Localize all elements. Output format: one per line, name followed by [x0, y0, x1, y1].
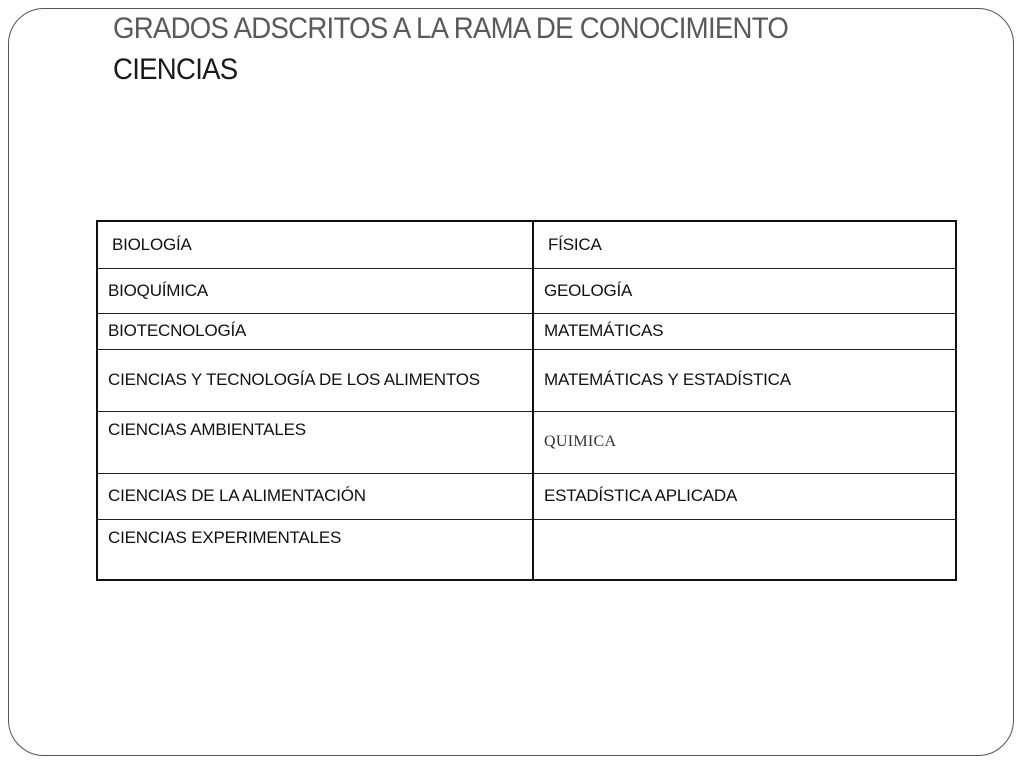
table-row: [97, 411, 956, 473]
degrees-table: [96, 220, 957, 581]
table-cell: CIENCIAS DE LA ALIMENTACIÓN: [97, 473, 533, 519]
table-cell: BIOLOGÍA: [97, 221, 533, 268]
table-cell: BIOTECNOLOGÍA: [97, 313, 533, 349]
slide-title-line1: GRADOS ADSCRITOS A LA RAMA DE CONOCIMIENTO: [113, 12, 789, 45]
table-row: [97, 473, 956, 519]
table-cell: CIENCIAS Y TECNOLOGÍA DE LOS ALIMENTOS: [97, 349, 533, 411]
table-cell: MATEMÁTICAS: [533, 313, 956, 349]
table-row: [97, 519, 956, 580]
table-row: [97, 313, 956, 349]
table-cell: FÍSICA: [533, 221, 956, 268]
table-row: [97, 268, 956, 313]
table-row: [97, 221, 956, 268]
table-row: [97, 349, 956, 411]
table-cell: MATEMÁTICAS Y ESTADÍSTICA: [533, 349, 956, 411]
table-cell: CIENCIAS EXPERIMENTALES: [97, 519, 533, 580]
slide-title-line2: CIENCIAS: [113, 53, 238, 86]
table-cell: QUIMICA: [533, 411, 956, 473]
table-cell: CIENCIAS AMBIENTALES: [97, 411, 533, 473]
table-cell: [533, 519, 956, 580]
table-cell: BIOQUÍMICA: [97, 268, 533, 313]
table-cell: GEOLOGÍA: [533, 268, 956, 313]
slide-title: [113, 8, 788, 90]
table-cell: ESTADÍSTICA APLICADA: [533, 473, 956, 519]
